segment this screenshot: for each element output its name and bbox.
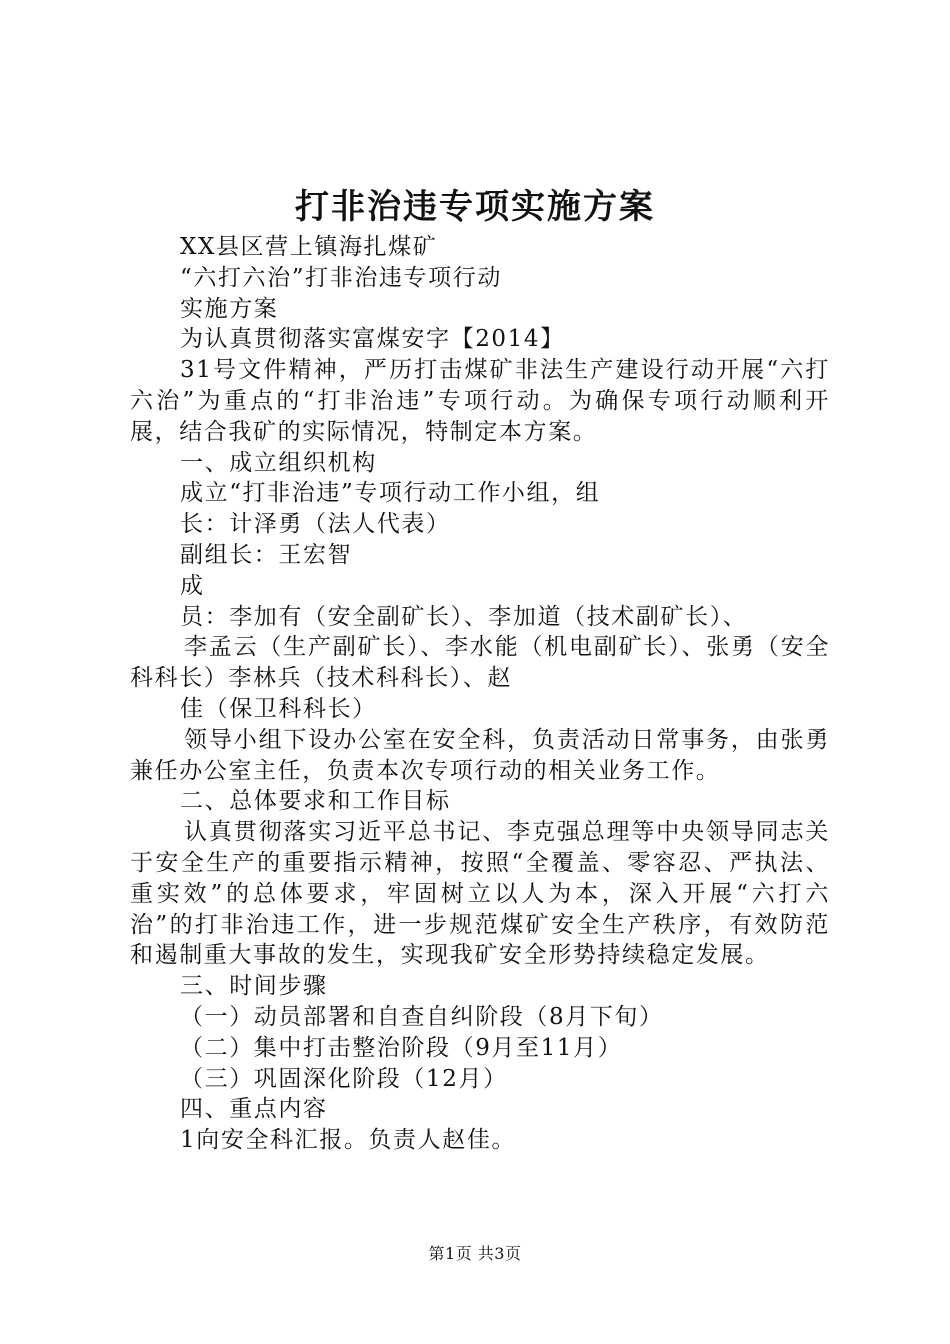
paragraph-key-content-1: 1向安全科汇报。负责人赵佳。	[180, 1127, 517, 1154]
section-heading-requirements: 二、总体要求和工作目标	[180, 788, 451, 815]
timeline-stage-1: （一）动员部署和自查自纠阶段（8月下旬）	[180, 1003, 664, 1030]
paragraph-deputy-leader: 副组长：王宏智	[180, 541, 353, 568]
paragraph-requirements: 认真贯彻落实习近平总书记、李克强总理等中央领导同志关于安全生产的重要指示精神，按照“全覆盖、零容忍、严执法、重实效”的总体要求，牢固树立以人为本，深入开展“六打六治”的打非治违工作，进一步规范煤矿安全生产秩序，有效防范和遏制重大事故的发生，实现我矿安全形势持续稳定发展。	[130, 819, 830, 969]
paragraph-members-line2: 李孟云（生产副矿长）、李水能（机电副矿长）、张勇（安全科科长）李林兵（技术科科长）、赵	[130, 634, 830, 692]
paragraph-office: 领导小组下设办公室在安全科，负责活动日常事务，由张勇兼任办公室主任，负责本次专项行动的相关业务工作。	[130, 726, 830, 784]
document-body	[130, 232, 830, 1156]
section-heading-timeline: 三、时间步骤	[180, 973, 328, 1000]
paragraph-intro: 为认真贯彻落实富煤安字【2014】	[180, 326, 565, 353]
paragraph-group-setup: 成立“打非治违”专项行动工作小组，组	[180, 480, 601, 507]
paragraph-action-name: “六打六治”打非治违专项行动	[180, 264, 502, 291]
timeline-stage-3: （三）巩固深化阶段（12月）	[180, 1065, 508, 1092]
paragraph-group-leader: 长：计泽勇（法人代表）	[180, 511, 451, 538]
paragraph-mine-name: XX县区营上镇海扎煤矿	[180, 234, 438, 260]
page-footer: 第1页 共3页	[428, 1244, 522, 1263]
section-heading-key-content: 四、重点内容	[180, 1096, 328, 1123]
section-heading-organization: 一、成立组织机构	[180, 449, 377, 476]
paragraph-members-label: 成	[180, 572, 205, 599]
paragraph-members-line3: 佳（保卫科科长）	[180, 695, 377, 722]
paragraph-plan-label: 实施方案	[180, 295, 279, 322]
document-title: 打非治违专项实施方案	[295, 187, 655, 227]
paragraph-purpose: 31号文件精神，严历打击煤矿非法生产建设行动开展“六打六治”为重点的“打非治违”专项行动。为确保专项行动顺利开展，结合我矿的实际情况，特制定本方案。	[130, 357, 830, 445]
timeline-stage-2: （二）集中打击整治阶段（9月至11月）	[180, 1034, 623, 1061]
paragraph-members-line1: 员：李加有（安全副矿长）、李加道（技术副矿长）、	[180, 603, 748, 630]
